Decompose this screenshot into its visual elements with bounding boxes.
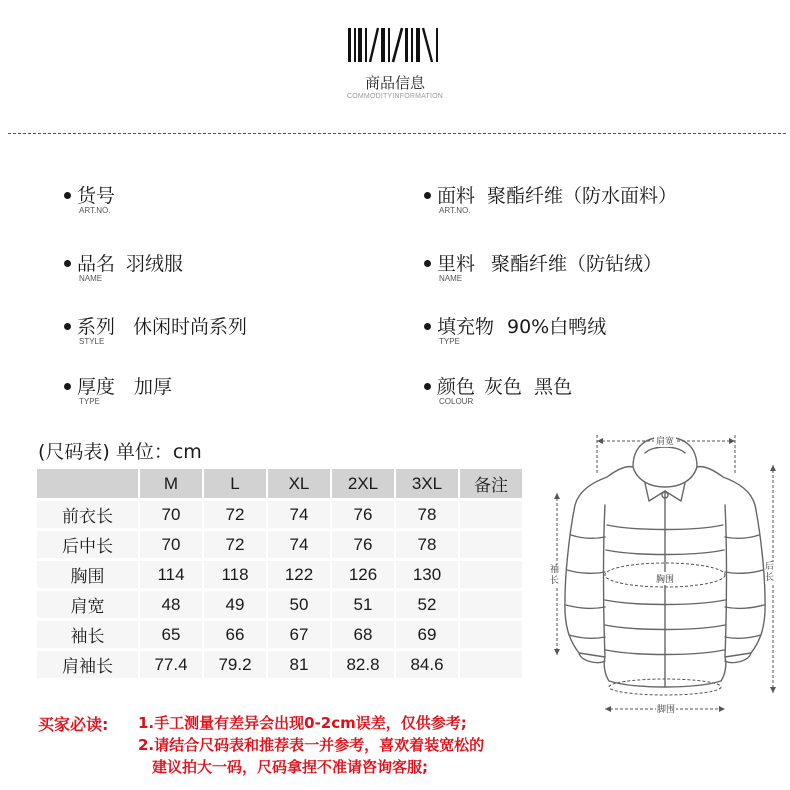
table-cell: 76 [332,531,394,558]
info-color [424,372,784,412]
info-sub: TYPE [439,337,460,346]
row-label: 后中长 [37,531,138,558]
info-value: 休闲时尚系列 [133,316,248,338]
row-label: 肩宽 [37,591,138,618]
table-cell: 84.6 [396,651,458,678]
info-value: 加厚 [134,376,173,398]
table-cell: 51 [332,591,394,618]
header-cell: 2XL [332,469,394,498]
info-label: 颜色 [437,376,476,398]
info-value: 羽绒服 [126,253,184,275]
section-subtitle: COMMODITYINFORMATION [346,93,444,100]
info-label: 面料 [437,185,476,207]
notes-label: 买家必读: [38,715,109,734]
bullet-icon [64,383,71,390]
table-row [37,561,522,588]
table-cell: 70 [140,501,202,528]
table-cell: 118 [204,561,266,588]
info-label: 厚度 [77,376,116,398]
header-cell: 3XL [396,469,458,498]
size-table-title: (尺码表) 单位：cm [38,441,202,463]
info-value: 灰色 黑色 [484,376,573,398]
info-filling [424,312,784,352]
table-cell: 78 [396,531,458,558]
header-cell [37,469,138,498]
note-line-3: 建议拍大一码，尺码拿捏不准请咨询客服; [152,758,429,776]
info-label: 品名 [77,253,116,275]
info-lining [424,249,784,289]
table-cell: 65 [140,621,202,648]
note-line-1: 1.手工测量有差异会出现0-2cm误差，仅供参考; [138,714,467,732]
section-title: 商品信息 [364,74,425,92]
table-cell-note [460,591,522,618]
info-label: 货号 [77,185,116,207]
info-value: 90%白鸭绒 [507,316,607,338]
header-cell: L [204,469,266,498]
table-cell: 48 [140,591,202,618]
row-label: 前衣长 [37,501,138,528]
info-fabric [424,181,784,221]
bullet-icon [424,192,431,199]
table-row [37,621,522,648]
table-cell: 74 [268,501,330,528]
bullet-icon [64,192,71,199]
table-cell: 76 [332,501,394,528]
note-line-2: 2.请结合尺码表和推荐表一并参考，喜欢着装宽松的 [138,736,485,754]
table-cell: 50 [268,591,330,618]
table-cell-note [460,651,522,678]
row-label: 袖长 [37,621,138,648]
table-cell: 49 [204,591,266,618]
info-sub: TYPE [79,397,100,406]
table-cell: 69 [396,621,458,648]
info-thickness [64,372,364,412]
table-cell: 81 [268,651,330,678]
table-cell: 66 [204,621,266,648]
info-art-no [64,181,364,221]
table-row [37,591,522,618]
table-cell: 70 [140,531,202,558]
row-label: 胸围 [37,561,138,588]
diagram-label-shoulder: 肩宽 [654,434,676,447]
table-cell: 78 [396,501,458,528]
bullet-icon [424,383,431,390]
table-cell-note [460,501,522,528]
table-cell: 68 [332,621,394,648]
diagram-label-chest: 胸围 [655,572,675,585]
info-name [64,249,364,289]
table-cell-note [460,621,522,648]
dashed-divider [8,133,786,134]
diagram-label-sleeve: 袖长 [550,565,560,586]
table-header-row [37,469,522,498]
size-table [35,466,524,681]
bullet-icon [424,323,431,330]
bullet-icon [64,260,71,267]
table-cell: 77.4 [140,651,202,678]
info-sub: ART.NO. [79,206,111,215]
bullet-icon [64,323,71,330]
table-cell: 79.2 [204,651,266,678]
table-cell-note [460,561,522,588]
info-label: 填充物 [437,316,495,338]
info-sub: NAME [79,274,103,283]
table-cell: 126 [332,561,394,588]
table-cell: 130 [396,561,458,588]
table-cell: 122 [268,561,330,588]
table-cell-note [460,531,522,558]
info-sub: COLOUR [439,397,474,406]
header-cell: 备注 [460,469,522,498]
info-sub: STYLE [79,337,105,346]
info-value: 聚酯纤维（防钻绒） [491,253,663,275]
info-style [64,312,364,352]
table-cell: 72 [204,501,266,528]
info-label: 系列 [77,316,116,338]
bullet-icon [424,260,431,267]
diagram-label-back-length: 后长 [765,562,775,583]
row-label: 肩袖长 [37,651,138,678]
header-cell: M [140,469,202,498]
table-cell: 52 [396,591,458,618]
info-sub: ART.NO. [439,206,471,215]
header-cell: XL [268,469,330,498]
table-row [37,501,522,528]
table-cell: 67 [268,621,330,648]
barcode-logo [348,26,446,64]
table-row [37,651,522,678]
table-cell: 82.8 [332,651,394,678]
info-label: 里料 [437,253,476,275]
info-sub: NAME [439,274,463,283]
table-row [37,531,522,558]
table-cell: 74 [268,531,330,558]
table-cell: 72 [204,531,266,558]
table-cell: 114 [140,561,202,588]
info-value: 聚酯纤维（防水面料） [487,185,678,207]
diagram-label-hem: 脚围 [656,702,676,715]
